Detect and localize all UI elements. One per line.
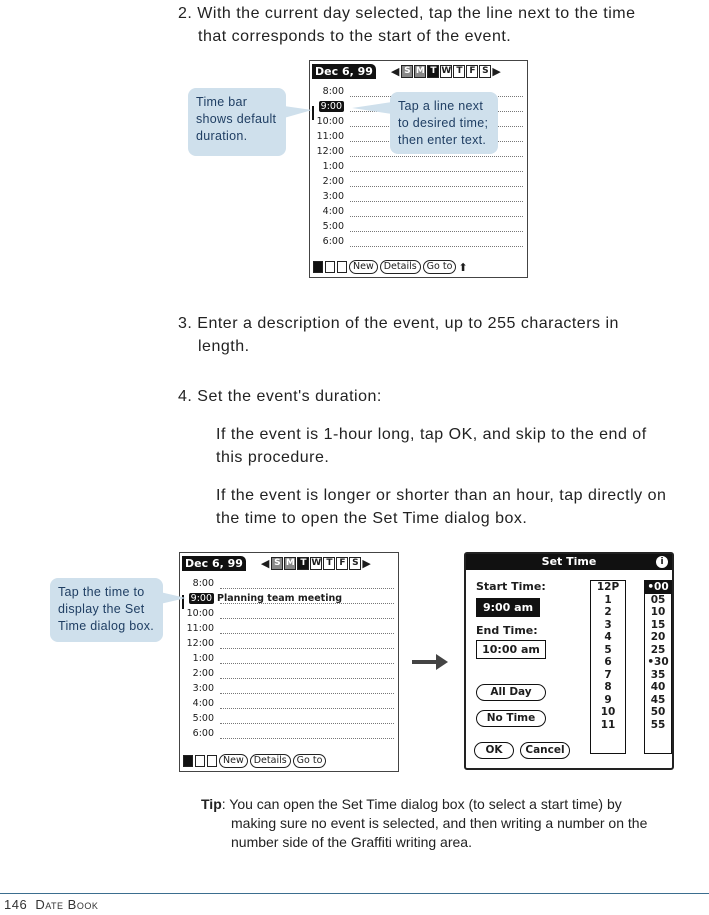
day-s2[interactable]: S	[479, 65, 491, 78]
time-label[interactable]: 8:00	[192, 578, 214, 589]
palm-screen-day-view-event	[179, 552, 399, 772]
day-t2[interactable]: T	[453, 65, 465, 78]
dotted-line[interactable]	[220, 603, 394, 604]
screen-footer	[313, 260, 468, 274]
time-row[interactable]	[314, 129, 344, 144]
hour-option[interactable]: 5	[604, 643, 612, 656]
time-label[interactable]: 6:00	[192, 728, 214, 739]
step-3-line-1: 3. Enter a description of the event, up to 255 characters in	[178, 315, 619, 332]
minute-list[interactable]	[644, 580, 672, 754]
tip-line-3: number side of the Graffiti writing area.	[231, 834, 472, 850]
para-line: If the event is longer or shorter than an hour, tap directly on	[216, 487, 667, 504]
day-s[interactable]: S	[271, 557, 283, 570]
hour-option[interactable]: 11	[600, 718, 616, 731]
time-label[interactable]: 6:00	[322, 236, 344, 247]
step-4-para-1	[216, 423, 647, 469]
minute-option[interactable]: 10	[650, 606, 666, 618]
time-label[interactable]: 12:00	[186, 638, 214, 649]
no-time-button[interactable]: No Time	[476, 710, 546, 727]
tip-block	[201, 795, 647, 852]
section-title: Date Book	[35, 897, 99, 912]
month-view-icon[interactable]	[337, 261, 347, 273]
minute-option[interactable]: 35	[650, 668, 666, 681]
time-row[interactable]	[184, 711, 214, 726]
time-label[interactable]: 12:00	[316, 146, 344, 157]
time-label[interactable]: 10:00	[186, 608, 214, 619]
time-row[interactable]	[184, 651, 214, 666]
day-f[interactable]: F	[466, 65, 478, 78]
hour-option[interactable]: 3	[604, 618, 612, 631]
dotted-line[interactable]	[220, 663, 394, 664]
end-time-field[interactable]: 10:00 am	[476, 640, 546, 659]
date-title[interactable]: Dec 6, 99	[182, 556, 246, 571]
time-label[interactable]: 11:00	[186, 623, 214, 634]
callout-timebar-pointer	[284, 100, 314, 122]
tip-line-2: making sure no event is selected, and then writing a number on the	[231, 815, 648, 831]
day-t2[interactable]: T	[323, 557, 335, 570]
callout-line: shows default	[196, 112, 277, 126]
time-row[interactable]	[314, 84, 344, 99]
step-2-line-2: that corresponds to the start of the event.	[198, 28, 512, 45]
callout-line: Time bar	[196, 95, 248, 109]
dotted-line[interactable]	[350, 171, 523, 172]
dotted-line[interactable]	[220, 648, 394, 649]
callout-tapline-pointer	[352, 98, 392, 118]
day-w[interactable]: W	[311, 557, 322, 568]
new-button[interactable]: New	[349, 260, 378, 274]
time-row[interactable]	[184, 621, 214, 636]
time-row[interactable]	[184, 636, 214, 651]
goto-button[interactable]: Go to	[423, 260, 457, 274]
hour-option[interactable]: 10	[600, 706, 616, 718]
event-text[interactable]: Planning team meeting	[217, 593, 343, 604]
details-button[interactable]: Details	[380, 260, 421, 274]
dotted-line[interactable]	[220, 723, 394, 724]
step-4-para-2	[216, 484, 666, 530]
hour-option[interactable]: 9	[604, 693, 612, 706]
time-row[interactable]	[184, 681, 214, 696]
start-time-field[interactable]: 9:00 am	[476, 598, 540, 617]
time-row[interactable]	[314, 174, 344, 189]
para-line: this procedure.	[216, 449, 330, 466]
para-line: If the event is 1-hour long, tap OK, and skip to the end of	[216, 426, 647, 443]
prev-week-icon[interactable]: ◀	[390, 64, 400, 78]
time-row[interactable]	[314, 234, 344, 249]
callout-timebar	[188, 88, 286, 156]
para-line: the time to open the Set Time dialog box.	[216, 510, 528, 527]
day-f[interactable]: F	[336, 557, 348, 570]
callout-line: then enter text.	[398, 133, 487, 147]
hour-option[interactable]: 4	[604, 631, 612, 643]
screen-footer	[183, 754, 326, 768]
day-s[interactable]: S	[401, 65, 413, 78]
dotted-line[interactable]	[350, 231, 523, 232]
selected-time[interactable]: 9:00	[190, 593, 212, 604]
time-row[interactable]	[184, 666, 214, 681]
new-button[interactable]: New	[219, 754, 248, 768]
end-time-label: End Time:	[476, 624, 538, 637]
tip-label: Tip	[201, 796, 222, 812]
dotted-line[interactable]	[220, 708, 394, 709]
step-3-line-2: length.	[198, 338, 250, 355]
hour-option[interactable]: 2	[604, 606, 612, 618]
callout-tapline	[390, 92, 498, 154]
day-view-icon[interactable]	[313, 261, 323, 273]
hour-option[interactable]: 8	[604, 681, 612, 693]
cancel-button[interactable]: Cancel	[520, 742, 570, 759]
week-view-icon[interactable]	[325, 261, 335, 273]
time-label[interactable]: 11:00	[316, 131, 344, 142]
time-label[interactable]: 1:00	[192, 653, 214, 664]
info-icon[interactable]: i	[656, 556, 668, 568]
footer-rule	[0, 893, 709, 894]
date-title[interactable]: Dec 6, 99	[312, 64, 376, 79]
callout-taptime	[50, 578, 163, 642]
time-label[interactable]	[314, 99, 344, 114]
hour-list[interactable]	[590, 580, 626, 754]
dotted-line[interactable]	[350, 201, 523, 202]
page-number: 146	[4, 897, 28, 912]
time-row[interactable]	[314, 159, 344, 174]
details-button[interactable]: Details	[250, 754, 291, 768]
week-view-icon[interactable]	[195, 755, 205, 767]
time-row[interactable]	[314, 99, 344, 114]
time-label[interactable]: 4:00	[322, 206, 344, 217]
minute-option[interactable]: 40	[650, 681, 666, 693]
hour-option[interactable]: 12P	[596, 581, 620, 593]
callout-taptime-pointer	[160, 588, 190, 608]
time-row[interactable]	[314, 204, 344, 219]
step-4	[178, 385, 382, 408]
dotted-line[interactable]	[220, 693, 394, 694]
day-m[interactable]: M	[285, 557, 295, 568]
screen-header	[312, 63, 502, 79]
time-label[interactable]: 8:00	[322, 86, 344, 97]
step-3	[178, 312, 619, 358]
dotted-line[interactable]	[220, 738, 394, 739]
day-view-icon[interactable]	[183, 755, 193, 767]
callout-line: to desired time;	[398, 116, 489, 130]
minute-option[interactable]: 25	[650, 643, 666, 656]
time-label[interactable]: 5:00	[322, 221, 344, 232]
dotted-line[interactable]	[350, 216, 523, 217]
step-4-line-1: 4. Set the event's duration:	[178, 388, 382, 405]
minute-option[interactable]: 15	[650, 618, 666, 631]
time-label[interactable]: 4:00	[192, 698, 214, 709]
day-t[interactable]: T	[427, 65, 439, 78]
day-t[interactable]: T	[297, 557, 309, 570]
minute-option[interactable]: •30	[647, 656, 669, 668]
minute-option[interactable]: •00	[645, 581, 671, 594]
callout-line: duration.	[196, 129, 248, 143]
time-label[interactable]: 2:00	[322, 176, 344, 187]
right-arrow-icon	[408, 650, 452, 674]
prev-week-icon[interactable]: ◀	[260, 556, 270, 570]
dotted-line[interactable]	[350, 186, 523, 187]
day-w[interactable]: W	[441, 65, 452, 76]
time-row[interactable]	[314, 144, 344, 159]
callout-line: Time dialog box.	[58, 619, 155, 633]
time-label[interactable]: 3:00	[192, 683, 214, 694]
hour-option[interactable]: 1	[604, 593, 612, 606]
callout-line: display the Set	[58, 602, 145, 616]
next-week-icon[interactable]: ▶	[492, 64, 501, 78]
dotted-line[interactable]	[350, 156, 523, 157]
time-label[interactable]: 1:00	[322, 161, 344, 172]
dotted-line[interactable]	[220, 633, 394, 634]
selected-time[interactable]: 9:00	[320, 101, 342, 112]
goto-button[interactable]: Go to	[293, 754, 327, 768]
ok-button[interactable]: OK	[474, 742, 514, 759]
dotted-line[interactable]	[220, 678, 394, 679]
time-row[interactable]	[184, 726, 214, 741]
day-s2[interactable]: S	[349, 557, 361, 570]
tip-line-1: : You can open the Set Time dialog box (to select a start time) by	[221, 796, 622, 812]
minute-option[interactable]: 45	[650, 693, 666, 706]
dotted-line[interactable]	[220, 618, 394, 619]
all-day-button[interactable]: All Day	[476, 684, 546, 701]
time-row[interactable]	[314, 189, 344, 204]
time-label[interactable]: 10:00	[316, 116, 344, 127]
dialog-title: Set Time	[466, 554, 672, 570]
step-2-line-1: 2. With the current day selected, tap the line next to the time	[178, 5, 636, 22]
time-label[interactable]: 3:00	[322, 191, 344, 202]
next-week-icon[interactable]: ▶	[362, 556, 371, 570]
minute-option[interactable]: 50	[650, 706, 666, 718]
screen-header	[182, 555, 372, 571]
dotted-line[interactable]	[350, 246, 523, 247]
time-label[interactable]: 2:00	[192, 668, 214, 679]
hour-option[interactable]: 7	[604, 668, 612, 681]
time-label[interactable]: 5:00	[192, 713, 214, 724]
step-2	[178, 2, 636, 48]
month-view-icon[interactable]	[207, 755, 217, 767]
callout-line: Tap the time to	[58, 585, 145, 599]
scroll-up-icon[interactable]: ⬆	[458, 260, 468, 274]
time-row[interactable]	[314, 114, 344, 129]
time-row[interactable]	[184, 696, 214, 711]
minute-option[interactable]: 05	[650, 593, 666, 606]
time-row[interactable]	[184, 606, 214, 621]
hour-option[interactable]: 6	[604, 656, 612, 668]
dotted-line[interactable]	[220, 588, 394, 589]
callout-line: Tap a line next	[398, 99, 484, 113]
day-m[interactable]: M	[415, 65, 425, 76]
start-time-label: Start Time:	[476, 580, 546, 593]
set-time-dialog	[464, 552, 674, 770]
page-footer	[4, 897, 98, 912]
minute-option[interactable]: 20	[650, 631, 666, 643]
minute-option[interactable]: 55	[650, 718, 666, 731]
time-row[interactable]	[314, 219, 344, 234]
